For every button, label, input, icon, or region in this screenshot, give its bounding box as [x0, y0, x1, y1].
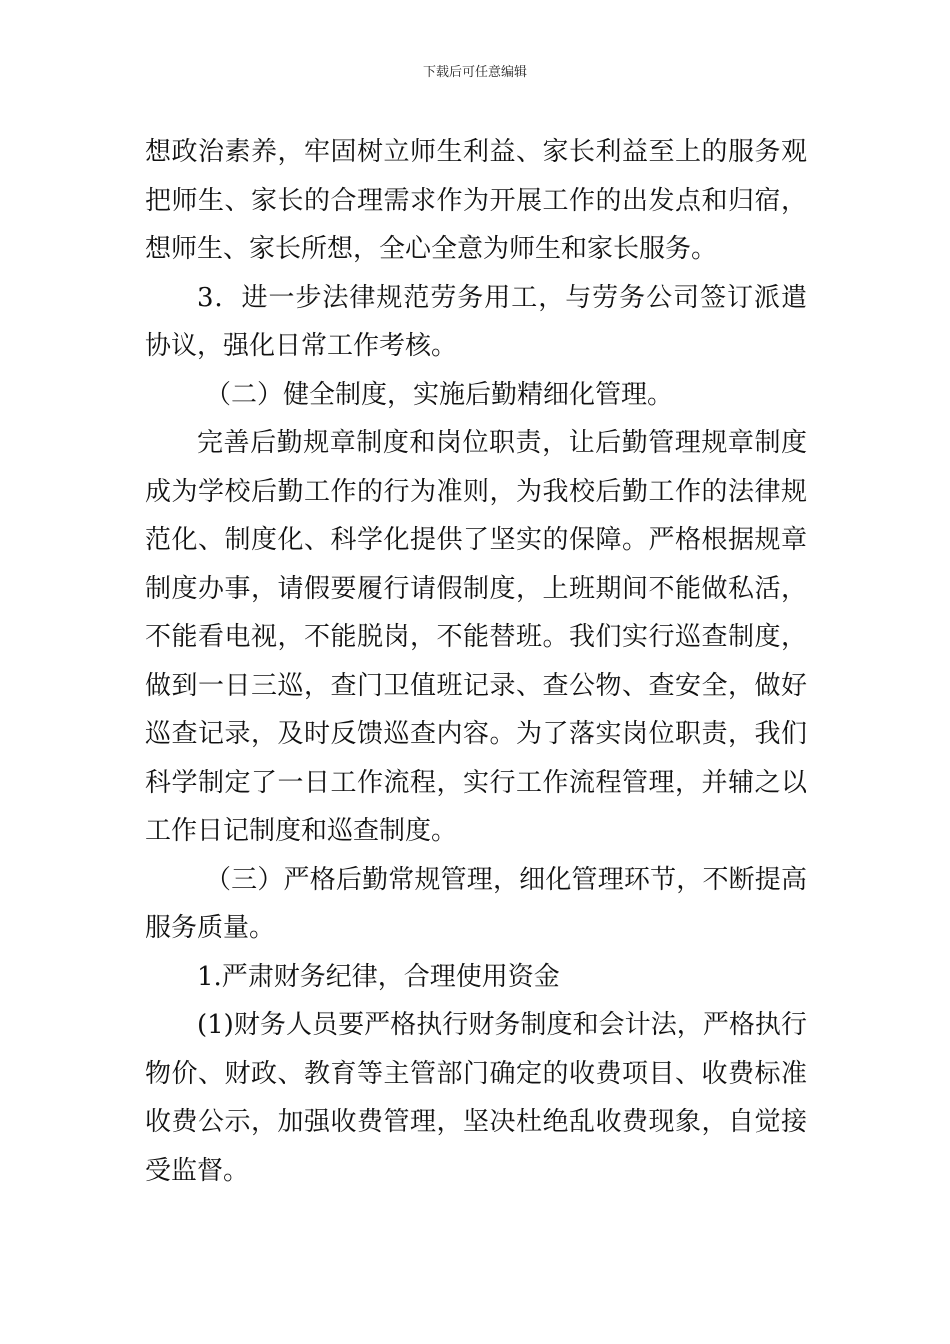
section-heading-2: （二）健全制度，实施后勤精细化管理。 [205, 379, 674, 410]
page-header: 下载后可任意编辑 [422, 65, 527, 80]
section-heading-3: （三）严格后勤常规管理，细化管理环节，不断提高服务质量。 [145, 864, 807, 943]
paragraph-continuation: 想政治素养，牢固树立师生利益、家长利益至上的服务观把师生、家长的合理需求作为开展工作的出发点和归宿，想师生、家长所想，全心全意为师生和家长服务。 [145, 137, 807, 264]
subheading-finance: 1.严肃财务纪律，合理使用资金 [197, 961, 560, 992]
paragraph-finance-1: (1)财务人员要严格执行财务制度和会计法，严格执行物价、财政、教育等主管部门确定的收费项目、收费标准收费公示，加强收费管理，坚决杜绝乱收费现象，自觉接受监督。 [145, 1010, 807, 1186]
document-body [145, 128, 807, 1195]
paragraph-item-3: 3．进一步法律规范劳务用工，与劳务公司签订派遣协议，强化日常工作考核。 [145, 282, 807, 361]
paragraph-rules: 完善后勤规章制度和岗位职责，让后勤管理规章制度成为学校后勤工作的行为准则，为我校后勤工作的法律规范化、制度化、科学化提供了坚实的保障。严格根据规章制度办事，请假要履行请假制度，上班期间不能做私活，不能看电视，不能脱岗，不能替班。我们实行巡查制度，做到一日三巡，查门卫值班记录、查公物、查安全，做好巡查记录，及时反馈巡查内容。为了落实岗位职责，我们科学制定了一日工作流程，实行工作流程管理，并辅之以工作日记制度和巡查制度。 [145, 428, 807, 846]
